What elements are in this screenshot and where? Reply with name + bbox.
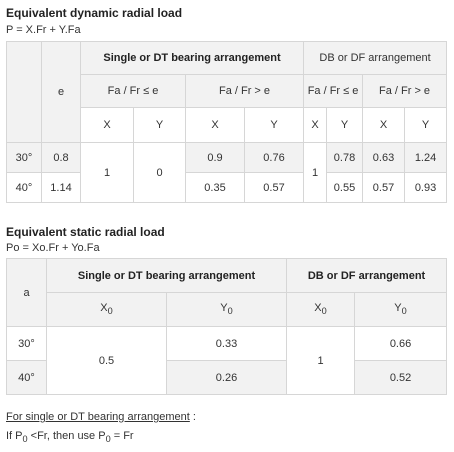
header-single-gt-y: Y [245, 108, 304, 143]
dynamic-title: Equivalent dynamic radial load [6, 6, 183, 20]
header-single-x0: $X_0$ [47, 293, 167, 327]
header-single-dt: Single or DT bearing arrangement [81, 42, 304, 75]
header-single-gt-x: X [186, 108, 245, 143]
header-db-fa-le: Fa / Fr ≤ e [304, 75, 363, 108]
header-db-fa-gt: Fa / Fr > e [363, 75, 447, 108]
header-db-df: DB or DF arrangement [287, 259, 447, 293]
db-gt-x: 0.63 [363, 143, 405, 173]
row-angle: 40° [7, 361, 47, 395]
header-single-le-x: X [81, 108, 134, 143]
header-db-x0: $X_0$ [287, 293, 355, 327]
header-db-gt-x: X [363, 108, 405, 143]
header-single-le-y: Y [134, 108, 186, 143]
row-angle: 30° [7, 327, 47, 361]
header-single-y0: $Y_0$ [167, 293, 287, 327]
note-rule: If $P_0 <Fr$, then use $P_0 = Fr$ [6, 430, 134, 445]
db-y0: 0.52 [355, 361, 447, 395]
row-e: 0.8 [42, 143, 81, 173]
note-title: For single or DT bearing arrangement [6, 411, 190, 423]
single-gt-x: 0.9 [186, 143, 245, 173]
header-single-fa-gt: Fa / Fr > e [186, 75, 304, 108]
db-le-x-merged: 1 [304, 143, 327, 203]
header-single-fa-le: Fa / Fr ≤ e [81, 75, 186, 108]
single-gt-x: 0.35 [186, 173, 245, 203]
single-le-x-merged: 1 [81, 143, 134, 203]
header-db-le-y: Y [327, 108, 363, 143]
dynamic-load-table [6, 41, 447, 203]
note-heading [6, 411, 196, 423]
db-y0: 0.66 [355, 327, 447, 361]
dynamic-formula: P = X.Fr + Y.Fa [6, 24, 81, 36]
header-single-dt: Single or DT bearing arrangement [47, 259, 287, 293]
single-x0-merged: 0.5 [47, 327, 167, 395]
single-gt-y: 0.57 [245, 173, 304, 203]
row-angle: 40° [7, 173, 42, 203]
db-gt-x: 0.57 [363, 173, 405, 203]
db-le-y: 0.78 [327, 143, 363, 173]
header-a: a [7, 259, 47, 327]
header-blank-cell [7, 42, 42, 143]
single-y0: 0.26 [167, 361, 287, 395]
single-gt-y: 0.76 [245, 143, 304, 173]
static-load-table [6, 258, 447, 395]
single-y0: 0.33 [167, 327, 287, 361]
row-angle: 30° [7, 143, 42, 173]
header-db-gt-y: Y [405, 108, 447, 143]
single-le-y-merged: 0 [134, 143, 186, 203]
db-x0-merged: 1 [287, 327, 355, 395]
header-e: e [42, 42, 81, 143]
header-db-df: DB or DF arrangement [304, 42, 447, 75]
static-formula: Po = Xo.Fr + Yo.Fa [6, 242, 100, 254]
row-e: 1.14 [42, 173, 81, 203]
db-le-y: 0.55 [327, 173, 363, 203]
note-colon: : [189, 411, 196, 423]
static-title: Equivalent static radial load [6, 225, 165, 239]
db-gt-y: 1.24 [405, 143, 447, 173]
header-db-y0: $Y_0$ [355, 293, 447, 327]
header-db-le-x: X [304, 108, 327, 143]
db-gt-y: 0.93 [405, 173, 447, 203]
